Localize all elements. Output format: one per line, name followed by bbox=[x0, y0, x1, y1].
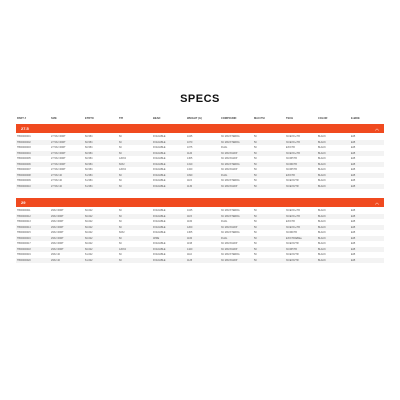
table-cell: FOLDABLE bbox=[153, 209, 166, 213]
table-cell: 1075 bbox=[187, 146, 193, 150]
table-cell: 60 bbox=[119, 135, 122, 139]
table-cell: DUAL bbox=[221, 236, 228, 240]
table-cell: 3C MAXXTERRA bbox=[221, 231, 240, 235]
table-cell: DUAL bbox=[221, 146, 228, 150]
table-cell: 27.5X2.30WT bbox=[51, 146, 66, 150]
table-cell: 60-584 bbox=[85, 168, 93, 172]
table-cell: FOLDABLE bbox=[153, 225, 166, 229]
table-cell: 29X2.30WT bbox=[51, 209, 64, 213]
table-cell: BLACK bbox=[318, 209, 326, 213]
table-cell: 1310 bbox=[187, 162, 193, 166]
table-cell: 120X2 bbox=[119, 247, 126, 251]
table-cell: 1160 bbox=[187, 236, 193, 240]
table-cell: BLACK bbox=[318, 146, 326, 150]
table-cell: FOLDABLE bbox=[153, 214, 166, 218]
table-cell: 60-622 bbox=[85, 225, 93, 229]
table-cell: 60-622 bbox=[85, 242, 93, 246]
table-cell: E25 bbox=[351, 231, 356, 235]
table-cell: E25 bbox=[351, 135, 356, 139]
table-cell: 1090 bbox=[187, 173, 193, 177]
table-cell: DUAL bbox=[221, 173, 228, 177]
table-cell: 50 bbox=[254, 242, 257, 246]
table-cell: 3C MAXXTERRA bbox=[221, 214, 240, 218]
table-cell: 3C/DH/TR bbox=[286, 157, 298, 161]
table-cell: 27.5X2.30WT bbox=[51, 168, 66, 172]
table-cell: E25 bbox=[351, 220, 356, 224]
table-cell: FOLDABLE bbox=[153, 247, 166, 251]
table-cell: BLACK bbox=[318, 242, 326, 246]
table-cell: 60-622 bbox=[85, 220, 93, 224]
table-cell: 3C MAXXGRIP bbox=[221, 247, 238, 251]
column-header: ETRTO bbox=[85, 116, 94, 120]
table-cell: 1130 bbox=[187, 184, 193, 188]
table-cell: 60-584 bbox=[85, 151, 93, 155]
table-cell: BLACK bbox=[318, 258, 326, 262]
table-cell: FOLDABLE bbox=[153, 184, 166, 188]
column-header: SIZE bbox=[51, 116, 57, 120]
table-cell: 60-622 bbox=[85, 236, 93, 240]
table-cell: TB00000016 bbox=[17, 236, 31, 240]
table-cell: 3C MAXXGRIP bbox=[221, 168, 238, 172]
table-cell: 120X2 bbox=[119, 157, 126, 161]
table-cell: E25 bbox=[351, 225, 356, 229]
table-cell: TB00000020 bbox=[17, 258, 31, 262]
table-cell: 60 bbox=[119, 179, 122, 183]
section-header-29[interactable] bbox=[16, 198, 384, 207]
table-cell: 3C MAXXGRIP bbox=[221, 225, 238, 229]
table-cell: 61-622 bbox=[85, 253, 93, 257]
table-cell: 3C MAXXGRIP bbox=[221, 242, 238, 246]
table-cell: 60 bbox=[119, 258, 122, 262]
column-header: TECH bbox=[286, 116, 294, 120]
column-header: COLOR bbox=[318, 116, 328, 120]
table-cell: TB00000003 bbox=[17, 146, 31, 150]
table-cell: TB00000004 bbox=[17, 151, 31, 155]
table-cell: 60X2 bbox=[119, 162, 125, 166]
table-cell: TB00000001 bbox=[17, 135, 31, 139]
table-cell: 27.5X2.30WT bbox=[51, 151, 66, 155]
table-cell: EXO/TR bbox=[286, 173, 295, 177]
table-cell: 60 bbox=[119, 184, 122, 188]
table-cell: E25 bbox=[351, 173, 356, 177]
table-cell: 60-584 bbox=[85, 157, 93, 161]
table-cell: BLACK bbox=[318, 140, 326, 144]
table-cell: 3C MAXXTERRA bbox=[221, 140, 240, 144]
table-cell: 3C/EXO+/TR bbox=[286, 135, 301, 139]
table-cell: BLACK bbox=[318, 162, 326, 166]
table-row bbox=[16, 258, 384, 264]
table-cell: EXO/TR bbox=[286, 146, 295, 150]
table-cell: E25 bbox=[351, 214, 356, 218]
table-cell: FOLDABLE bbox=[153, 157, 166, 161]
table-cell: 27.5X2.40 bbox=[51, 184, 62, 188]
table-cell: TB00000015 bbox=[17, 231, 31, 235]
table-cell: FOLDABLE bbox=[153, 135, 166, 139]
table-cell: FOLDABLE bbox=[153, 151, 166, 155]
table-cell: 29X2.30WT bbox=[51, 236, 64, 240]
table-cell: TB00000007 bbox=[17, 168, 31, 172]
table-cell: E25 bbox=[351, 209, 356, 213]
table-cell: 60 bbox=[119, 146, 122, 150]
table-cell: 60-584 bbox=[85, 140, 93, 144]
table-cell: BLACK bbox=[318, 151, 326, 155]
table-cell: BLACK bbox=[318, 220, 326, 224]
table-cell: BLACK bbox=[318, 231, 326, 235]
table-cell: 3C/EXO+/TR bbox=[286, 214, 301, 218]
table-cell: 3C MAXXTERRA bbox=[221, 209, 240, 213]
table-cell: FOLDABLE bbox=[153, 179, 166, 183]
table-cell: 1110 bbox=[187, 253, 192, 257]
table-cell: 3C/EXO/TR bbox=[286, 258, 299, 262]
table-cell: 60 bbox=[119, 140, 122, 144]
table-cell: 3C MAXXTERRA bbox=[221, 179, 240, 183]
table-cell: FOLDABLE bbox=[153, 140, 166, 144]
table-cell: 1320 bbox=[187, 168, 193, 172]
table-cell: 3C/EXO+/TR bbox=[286, 209, 301, 213]
table-header bbox=[16, 113, 384, 123]
table-cell: 1125 bbox=[187, 258, 193, 262]
table-cell: FOLDABLE bbox=[153, 162, 166, 166]
table-cell: 50 bbox=[254, 173, 257, 177]
table-cell: FOLDABLE bbox=[153, 242, 166, 246]
table-cell: 60-622 bbox=[85, 247, 93, 251]
column-header: WEIGHT (G) bbox=[187, 116, 202, 120]
table-cell: 50 bbox=[254, 253, 257, 257]
table-cell: 29X2.30WT bbox=[51, 214, 64, 218]
table-cell: E25 bbox=[351, 236, 356, 240]
table-cell: E25 bbox=[351, 242, 356, 246]
section-label: 29 bbox=[21, 200, 26, 205]
table-cell: 50 bbox=[254, 258, 257, 262]
table-cell: 50 bbox=[254, 146, 257, 150]
table-cell: 27.5X2.40 bbox=[51, 179, 62, 183]
table-cell: 50 bbox=[254, 168, 257, 172]
column-header: PART # bbox=[17, 116, 27, 120]
table-cell: 3C/EXO/TR bbox=[286, 179, 299, 183]
table-cell: 1115 bbox=[187, 214, 192, 218]
table-cell: 60-622 bbox=[85, 231, 93, 235]
table-cell: 1420 bbox=[187, 247, 193, 251]
table-cell: 1115 bbox=[187, 179, 192, 183]
table-cell: BLACK bbox=[318, 253, 326, 257]
table-cell: 1195 bbox=[187, 242, 193, 246]
table-cell: 27.5X2.30WT bbox=[51, 157, 66, 161]
column-header: COMPOUND bbox=[221, 116, 237, 120]
table-cell: BLACK bbox=[318, 179, 326, 183]
table-cell: BLACK bbox=[318, 184, 326, 188]
table-cell: 29X2.30WT bbox=[51, 231, 64, 235]
table-cell: 60 bbox=[119, 173, 122, 177]
table-cell: 50 bbox=[254, 157, 257, 161]
table-cell: E25 bbox=[351, 151, 356, 155]
table-cell: 29X2.30WT bbox=[51, 220, 64, 224]
table-cell: BLACK bbox=[318, 236, 326, 240]
table-cell: FOLDABLE bbox=[153, 168, 166, 172]
table-cell: 60 bbox=[119, 253, 122, 257]
table-cell: DUAL bbox=[221, 220, 228, 224]
table-cell: 61-584 bbox=[85, 184, 93, 188]
table-cell: E25 bbox=[351, 146, 356, 150]
table-cell: 50 bbox=[254, 135, 257, 139]
table-cell: 3C/DD/TR bbox=[286, 231, 298, 235]
table-cell: TB00000012 bbox=[17, 214, 31, 218]
table-cell: FOLDABLE bbox=[153, 253, 166, 257]
table-cell: E25 bbox=[351, 247, 356, 251]
table-cell: 27.5X2.40 bbox=[51, 173, 62, 177]
table-cell: 3C/DH/TR bbox=[286, 168, 298, 172]
table-cell: 50 bbox=[254, 209, 257, 213]
table-cell: 29X2.30WT bbox=[51, 242, 64, 246]
table-cell: 29X2.30WT bbox=[51, 225, 64, 229]
table-cell: E25 bbox=[351, 253, 356, 257]
table-cell: 1305 bbox=[187, 157, 193, 161]
table-cell: E25 bbox=[351, 140, 356, 144]
table-cell: E25 bbox=[351, 168, 356, 172]
table-cell: 29X2.40 bbox=[51, 258, 60, 262]
table-cell: TB00000011 bbox=[17, 209, 31, 213]
table-cell: TB00000008 bbox=[17, 173, 31, 177]
chevron-up-icon[interactable]: ︿ bbox=[375, 199, 379, 205]
table-cell: BLACK bbox=[318, 247, 326, 251]
table-cell: 3C MAXXGRIP bbox=[221, 184, 238, 188]
table-cell: 50 bbox=[254, 236, 257, 240]
table-cell: 50 bbox=[254, 179, 257, 183]
table-cell: 3C MAXXGRIP bbox=[221, 258, 238, 262]
table-cell: 1045 bbox=[187, 209, 193, 213]
table-cell: 60 bbox=[119, 225, 122, 229]
table-cell: 3C/EXO/TR bbox=[286, 253, 299, 257]
table-cell: 3C/EXO+/TR bbox=[286, 151, 301, 155]
table-cell: 50 bbox=[254, 220, 257, 224]
table-cell: 3C MAXXGRIP bbox=[221, 157, 238, 161]
table-cell: 60-584 bbox=[85, 146, 93, 150]
table-cell: FOLDABLE bbox=[153, 146, 166, 150]
table-cell: 3C/EXO/TR bbox=[286, 184, 299, 188]
table-cell: 3C MAXXTERRA bbox=[221, 253, 240, 257]
page-title: SPECS bbox=[180, 93, 220, 105]
table-cell: BLACK bbox=[318, 173, 326, 177]
table-cell: TB00000014 bbox=[17, 225, 31, 229]
table-cell: 60 bbox=[119, 151, 122, 155]
table-cell: TB00000017 bbox=[17, 242, 31, 246]
table-cell: 50 bbox=[254, 231, 257, 235]
table-cell: TB00000002 bbox=[17, 140, 31, 144]
table-cell: E25 bbox=[351, 162, 356, 166]
table-cell: 27.5X2.30WT bbox=[51, 140, 66, 144]
table-cell: 3C/DD/TR bbox=[286, 162, 298, 166]
table-cell: EXO/TR bbox=[286, 220, 295, 224]
table-cell: 3C/EXO+/TR bbox=[286, 225, 301, 229]
table-cell: 3C/EXO/TR bbox=[286, 242, 299, 246]
column-header: E-BIKE bbox=[351, 116, 360, 120]
table-cell: FOLDABLE bbox=[153, 231, 166, 235]
table-cell: 60 bbox=[119, 209, 122, 213]
table-cell: TB00000005 bbox=[17, 157, 31, 161]
table-cell: 60-584 bbox=[85, 162, 93, 166]
table-cell: 60 bbox=[119, 214, 122, 218]
table-cell: 50 bbox=[254, 225, 257, 229]
table-cell: 3C MAXXGRIP bbox=[221, 151, 238, 155]
table-cell: 60-622 bbox=[85, 209, 93, 213]
table-cell: TB00000009 bbox=[17, 179, 31, 183]
table-cell: 27.5X2.30WT bbox=[51, 162, 66, 166]
table-cell: 60 bbox=[119, 220, 122, 224]
table-cell: 1120 bbox=[187, 151, 193, 155]
chevron-up-icon[interactable]: ︿ bbox=[375, 125, 379, 131]
table-cell: 50 bbox=[254, 247, 257, 251]
table-cell: 61-584 bbox=[85, 179, 93, 183]
table-cell: E25 bbox=[351, 179, 356, 183]
table-cell: 1070 bbox=[187, 140, 193, 144]
table-cell: 27.5X2.30WT bbox=[51, 135, 66, 139]
table-cell: 1045 bbox=[187, 135, 193, 139]
table-cell: 50 bbox=[254, 214, 257, 218]
table-cell: E25 bbox=[351, 184, 356, 188]
table-cell: 1305 bbox=[187, 231, 193, 235]
table-cell: 60 bbox=[119, 236, 122, 240]
table-cell: FOLDABLE bbox=[153, 258, 166, 262]
table-cell: 50 bbox=[254, 151, 257, 155]
table-cell: 61-584 bbox=[85, 173, 93, 177]
section-header-27-5[interactable] bbox=[16, 124, 384, 133]
table-cell: E25 bbox=[351, 258, 356, 262]
column-header: TPI bbox=[119, 116, 124, 120]
table-cell: 60 bbox=[119, 242, 122, 246]
table-cell: TB00000010 bbox=[17, 184, 31, 188]
column-header: MAX PSI bbox=[254, 116, 265, 120]
table-cell: BLACK bbox=[318, 225, 326, 229]
table-cell: 60-584 bbox=[85, 135, 93, 139]
table-cell: FOLDABLE bbox=[153, 220, 166, 224]
table-cell: 60-622 bbox=[85, 214, 93, 218]
table-cell: 50 bbox=[254, 162, 257, 166]
table-cell: 3C/EXO+/TR bbox=[286, 140, 301, 144]
table-cell: BLACK bbox=[318, 214, 326, 218]
table-cell: 29X2.40 bbox=[51, 253, 60, 257]
table-cell: 61-622 bbox=[85, 258, 93, 262]
table-cell: 50 bbox=[254, 140, 257, 144]
table-cell: TB00000013 bbox=[17, 220, 31, 224]
table-cell: 60X2 bbox=[119, 231, 125, 235]
table-cell: 3C MAXXTERRA bbox=[221, 162, 240, 166]
table-cell: 120X2 bbox=[119, 168, 126, 172]
table-cell: E25 bbox=[351, 157, 356, 161]
table-cell: BLACK bbox=[318, 157, 326, 161]
table-cell: WIRE bbox=[153, 236, 160, 240]
table-cell: 1200 bbox=[187, 225, 193, 229]
specs-table bbox=[16, 113, 384, 263]
table-cell: TB00000019 bbox=[17, 253, 31, 257]
column-header: BEAD bbox=[153, 116, 161, 120]
table-cell: TB00000018 bbox=[17, 247, 31, 251]
table-cell: 50 bbox=[254, 184, 257, 188]
table-cell: 1160 bbox=[187, 220, 193, 224]
table-cell: BLACK bbox=[318, 135, 326, 139]
table-cell: BLACK bbox=[318, 168, 326, 172]
table-cell: 3C MAXXTERRA bbox=[221, 135, 240, 139]
table-cell: EXO/TR/EBike bbox=[286, 236, 302, 240]
section-label: 27.5 bbox=[21, 126, 29, 131]
table-cell: TB00000006 bbox=[17, 162, 31, 166]
table-cell: 3C/DH/TR bbox=[286, 247, 298, 251]
table-cell: 29X2.30WT bbox=[51, 247, 64, 251]
section-gap bbox=[16, 189, 384, 197]
table-cell: FOLDABLE bbox=[153, 173, 166, 177]
